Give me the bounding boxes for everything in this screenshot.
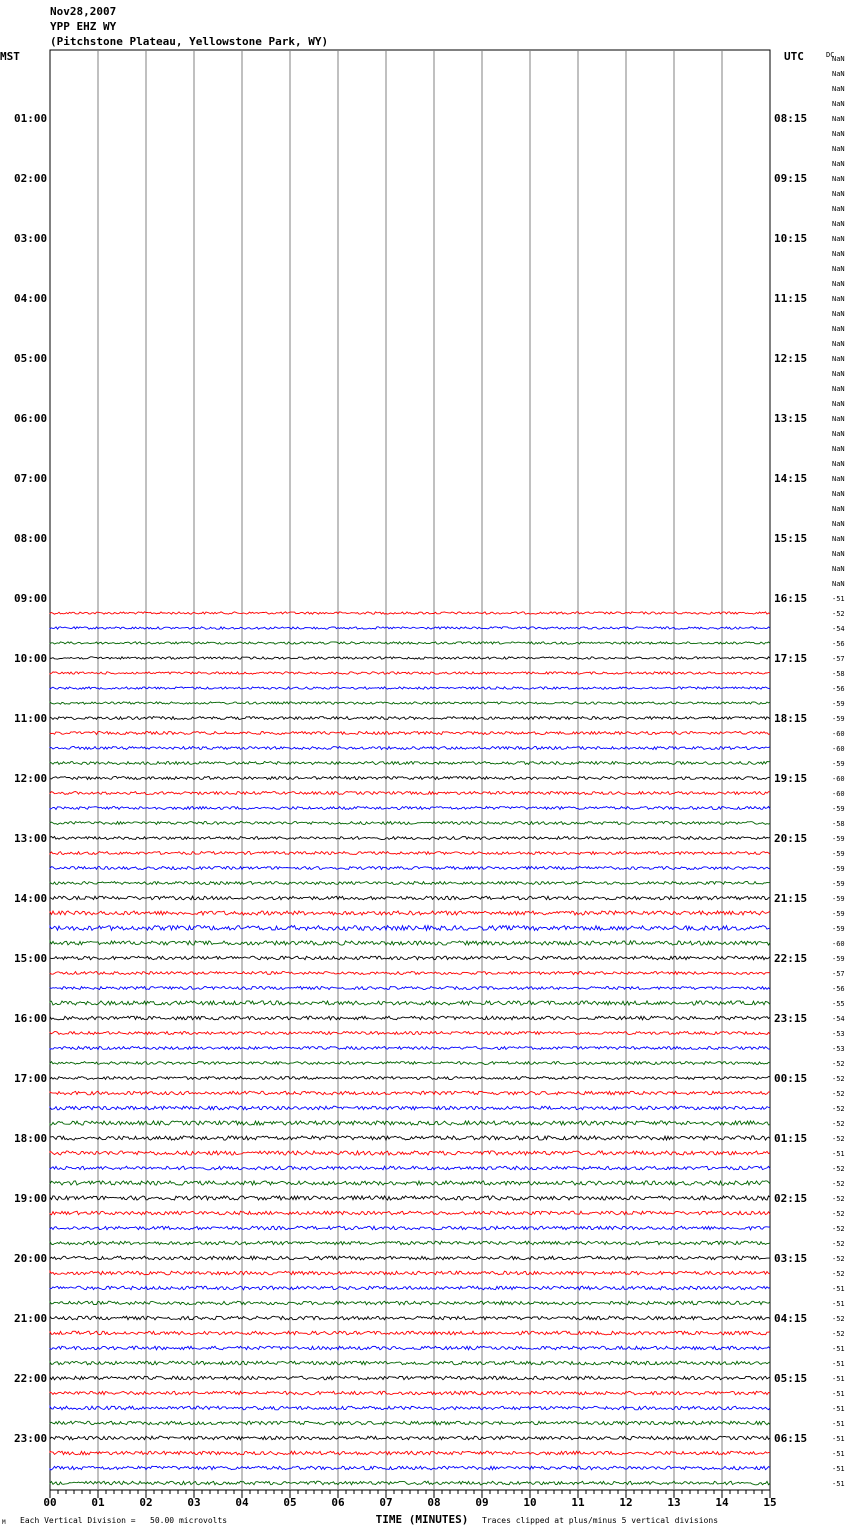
seismic-trace [50,1151,770,1155]
dc-offset-label: -60 [832,775,845,783]
dc-offset-label: NaN [832,430,845,438]
dc-offset-label: -51 [832,1390,845,1398]
dc-offset-label: NaN [832,115,845,123]
mst-hour-label: 03:00 [14,232,48,245]
dc-offset-label: -51 [832,1450,845,1458]
mst-hour-label: 22:00 [14,1372,48,1385]
seismic-trace [50,1286,770,1290]
utc-hour-label: 21:15 [774,892,808,905]
utc-hour-label: 19:15 [774,772,808,785]
seismic-trace [50,1301,770,1305]
dc-offset-label: NaN [832,100,845,108]
dc-offset-label: -52 [832,1330,845,1338]
mst-hour-label: 01:00 [14,112,48,125]
seismic-trace [50,1136,770,1140]
dc-offset-label: NaN [832,145,845,153]
dc-offset-label: -59 [832,715,845,723]
mst-hour-label: 05:00 [14,352,48,365]
dc-offset-label: -51 [832,1435,845,1443]
utc-hour-label: 06:15 [774,1432,808,1445]
seismic-trace [50,1376,770,1380]
seismic-trace [50,1466,770,1470]
dc-offset-label: -52 [832,1180,845,1188]
header-location: (Pitchstone Plateau, Yellowstone Park, WY) [50,35,329,48]
seismic-trace [50,1047,770,1050]
seismic-trace [50,702,770,704]
dc-offset-label: -51 [832,1285,845,1293]
seismic-trace [50,837,770,840]
seismic-trace [50,1436,770,1440]
dc-offset-label: NaN [832,175,845,183]
dc-offset-label: -52 [832,1195,845,1203]
seismic-trace [50,1181,770,1185]
right-axis-label: UTC [784,50,804,63]
seismic-trace [50,1211,770,1215]
utc-hour-label: 10:15 [774,232,808,245]
x-tick-label: 13 [667,1496,681,1509]
mst-hour-label: 13:00 [14,832,48,845]
dc-offset-label: -52 [832,1270,845,1278]
utc-hour-label: 00:15 [774,1072,808,1085]
utc-hour-label: 16:15 [774,592,808,605]
dc-offset-label: -52 [832,1225,845,1233]
utc-hour-label: 13:15 [774,412,808,425]
x-tick-label: 02 [139,1496,153,1509]
mst-hour-label: 23:00 [14,1432,48,1445]
dc-offset-label: -52 [832,1165,845,1173]
seismic-trace [50,1346,770,1350]
utc-hour-label: 18:15 [774,712,808,725]
dc-offset-label: -52 [832,1135,845,1143]
x-tick-label: 15 [763,1496,777,1509]
dc-offset-label: NaN [832,580,845,588]
dc-offset-label: NaN [832,505,845,513]
utc-hour-label: 08:15 [774,112,808,125]
dc-offset-label: NaN [832,370,845,378]
scale-note: Each Vertical Division = 50.00 microvolts [20,1516,228,1525]
seismic-trace [50,732,770,735]
dc-offset-label: -51 [832,1465,845,1473]
seismic-trace [50,956,770,960]
dc-offset-label: NaN [832,205,845,213]
dc-offset-label: -59 [832,700,845,708]
dc-offset-label: -52 [832,1315,845,1323]
dc-offset-label: -51 [832,1360,845,1368]
x-tick-label: 12 [619,1496,633,1509]
utc-hour-label: 01:15 [774,1132,808,1145]
seismic-trace [50,1077,770,1080]
dc-offset-label: -52 [832,610,845,618]
seismic-trace [50,867,770,870]
dc-offset-label: -59 [832,895,845,903]
x-tick-label: 00 [43,1496,57,1509]
dc-offset-label: -51 [832,1375,845,1383]
dc-offset-label: NaN [832,460,845,468]
dc-offset-label: -51 [832,1150,845,1158]
mst-hour-label: 20:00 [14,1252,48,1265]
utc-hour-label: 09:15 [774,172,808,185]
dc-offset-label: NaN [832,160,845,168]
dc-offset-label: -57 [832,970,845,978]
dc-offset-label: -52 [832,1255,845,1263]
mst-hour-label: 02:00 [14,172,48,185]
seismic-trace [50,1256,770,1260]
dc-offset-label: -51 [832,1480,845,1488]
dc-offset-label: -55 [832,1000,845,1008]
mst-hour-label: 16:00 [14,1012,48,1025]
utc-hour-label: 03:15 [774,1252,808,1265]
dc-offset-label: -51 [832,595,845,603]
dc-offset-label: NaN [832,535,845,543]
seismic-trace [50,1166,770,1170]
dc-offset-label: -52 [832,1090,845,1098]
dc-offset-label: -60 [832,940,845,948]
mst-hour-label: 11:00 [14,712,48,725]
utc-hour-label: 11:15 [774,292,808,305]
seismic-trace [50,1481,770,1485]
header-date: Nov28,2007 [50,5,117,18]
dc-offset-label: -60 [832,790,845,798]
seismic-trace [50,627,770,629]
mst-hour-label: 19:00 [14,1192,48,1205]
mst-hour-label: 12:00 [14,772,48,785]
mst-hour-label: 07:00 [14,472,48,485]
seismic-trace [50,972,770,975]
x-tick-label: 01 [91,1496,105,1509]
dc-offset-label: -51 [832,1345,845,1353]
x-tick-label: 06 [331,1496,345,1509]
dc-offset-label: NaN [832,415,845,423]
x-tick-label: 09 [475,1496,489,1509]
seismic-trace [50,1062,770,1065]
seismic-trace [50,822,770,825]
seismic-trace [50,1271,770,1275]
dc-offset-label: NaN [832,190,845,198]
dc-offset-label: -59 [832,880,845,888]
dc-offset-label: -52 [832,1075,845,1083]
dc-offset-label: -58 [832,820,845,828]
left-axis-label: MST [0,50,20,63]
mst-hour-label: 06:00 [14,412,48,425]
dc-offset-label: -52 [832,1060,845,1068]
seismic-trace [50,1316,770,1320]
seismic-trace [50,807,770,810]
seismic-trace [50,941,770,945]
dc-offset-label: NaN [832,550,845,558]
dc-offset-label: -58 [832,670,845,678]
x-tick-label: 10 [523,1496,537,1509]
utc-hour-label: 02:15 [774,1192,808,1205]
seismic-trace [50,926,770,931]
mst-hour-label: 17:00 [14,1072,48,1085]
dc-offset-label: -56 [832,985,845,993]
dc-offset-label: NaN [832,250,845,258]
utc-hour-label: 15:15 [774,532,808,545]
seismic-trace [50,672,770,674]
dc-offset-label: -54 [832,625,845,633]
dc-offset-label: -59 [832,760,845,768]
seismic-trace [50,1226,770,1230]
seismic-trace [50,987,770,990]
dc-offset-label: NaN [832,70,845,78]
seismic-trace [50,1451,770,1455]
x-tick-label: 14 [715,1496,729,1509]
seismic-trace [50,1001,770,1005]
dc-offset-label: NaN [832,310,845,318]
dc-offset-label: -52 [832,1240,845,1248]
corner-mark: M [2,1519,6,1526]
seismic-trace [50,642,770,644]
x-tick-label: 04 [235,1496,249,1509]
dc-offset-label: -59 [832,910,845,918]
seismic-trace [50,911,770,915]
dc-offset-label: NaN [832,295,845,303]
utc-hour-label: 20:15 [774,832,808,845]
dc-offset-label: NaN [832,520,845,528]
dc-offset-label: NaN [832,490,845,498]
dc-offset-label: -52 [832,1105,845,1113]
dc-offset-label: NaN [832,220,845,228]
seismic-trace [50,762,770,765]
seismic-trace [50,1241,770,1245]
seismic-trace [50,747,770,750]
dc-offset-label: -60 [832,730,845,738]
dc-offset-label: NaN [832,355,845,363]
dc-offset-label: -51 [832,1405,845,1413]
seismic-trace [50,896,770,900]
seismic-trace [50,792,770,795]
dc-offset-label: -51 [832,1300,845,1308]
seismic-trace [50,657,770,659]
dc-offset-label: -53 [832,1045,845,1053]
utc-hour-label: 23:15 [774,1012,808,1025]
mst-hour-label: 09:00 [14,592,48,605]
dc-offset-label: -59 [832,835,845,843]
x-tick-label: 08 [427,1496,441,1509]
x-tick-label: 11 [571,1496,585,1509]
dc-offset-label: -60 [832,745,845,753]
dc-offset-label: NaN [832,280,845,288]
dc-offset-label: -59 [832,850,845,858]
dc-offset-label: -56 [832,640,845,648]
seismic-trace [50,1091,770,1095]
mst-hour-label: 21:00 [14,1312,48,1325]
seismic-trace [50,1106,770,1110]
dc-offset-label: NaN [832,130,845,138]
dc-offset-label: -59 [832,865,845,873]
dc-offset-label: -53 [832,1030,845,1038]
seismic-trace [50,1016,770,1020]
utc-hour-label: 22:15 [774,952,808,965]
utc-hour-label: 17:15 [774,652,808,665]
dc-offset-label: NaN [832,445,845,453]
x-tick-label: 03 [187,1496,201,1509]
header-station: YPP EHZ WY [50,20,117,33]
dc-offset-label: -57 [832,655,845,663]
dc-offset-label: NaN [832,325,845,333]
seismic-trace [50,1331,770,1335]
utc-hour-label: 04:15 [774,1312,808,1325]
x-tick-label: 07 [379,1496,393,1509]
dc-offset-label: -52 [832,1210,845,1218]
seismic-trace [50,717,770,720]
dc-offset-label: -54 [832,1015,845,1023]
dc-offset-label: -52 [832,1120,845,1128]
dc-offset-label: NaN [832,400,845,408]
mst-hour-label: 14:00 [14,892,48,905]
utc-hour-label: 12:15 [774,352,808,365]
dc-offset-label: -51 [832,1420,845,1428]
seismic-trace [50,777,770,780]
seismic-trace [50,1121,770,1125]
seismic-trace [50,612,770,614]
dc-offset-label: NaN [832,340,845,348]
dc-label: DC [826,51,835,59]
x-tick-label: 05 [283,1496,297,1509]
seismic-trace [50,1391,770,1395]
dc-offset-label: -59 [832,925,845,933]
seismic-trace [50,1196,770,1200]
clip-note: Traces clipped at plus/minus 5 vertical divisions [482,1516,719,1525]
seismic-trace [50,1032,770,1035]
dc-offset-label: NaN [832,85,845,93]
dc-offset-label: -56 [832,685,845,693]
mst-hour-label: 08:00 [14,532,48,545]
mst-hour-label: 18:00 [14,1132,48,1145]
mst-hour-label: 10:00 [14,652,48,665]
dc-offset-label: NaN [832,385,845,393]
dc-offset-label: NaN [832,55,845,63]
seismic-trace [50,852,770,855]
dc-offset-label: -59 [832,955,845,963]
utc-hour-label: 05:15 [774,1372,808,1385]
seismic-trace [50,687,770,689]
dc-offset-label: -59 [832,805,845,813]
dc-offset-label: NaN [832,565,845,573]
seismic-trace [50,882,770,885]
seismic-trace [50,1421,770,1425]
dc-offset-label: NaN [832,475,845,483]
seismic-trace [50,1361,770,1365]
mst-hour-label: 04:00 [14,292,48,305]
seismic-trace [50,1406,770,1410]
dc-offset-label: NaN [832,235,845,243]
x-axis-label: TIME (MINUTES) [375,1513,469,1526]
utc-hour-label: 14:15 [774,472,808,485]
dc-offset-label: NaN [832,265,845,273]
mst-hour-label: 15:00 [14,952,48,965]
